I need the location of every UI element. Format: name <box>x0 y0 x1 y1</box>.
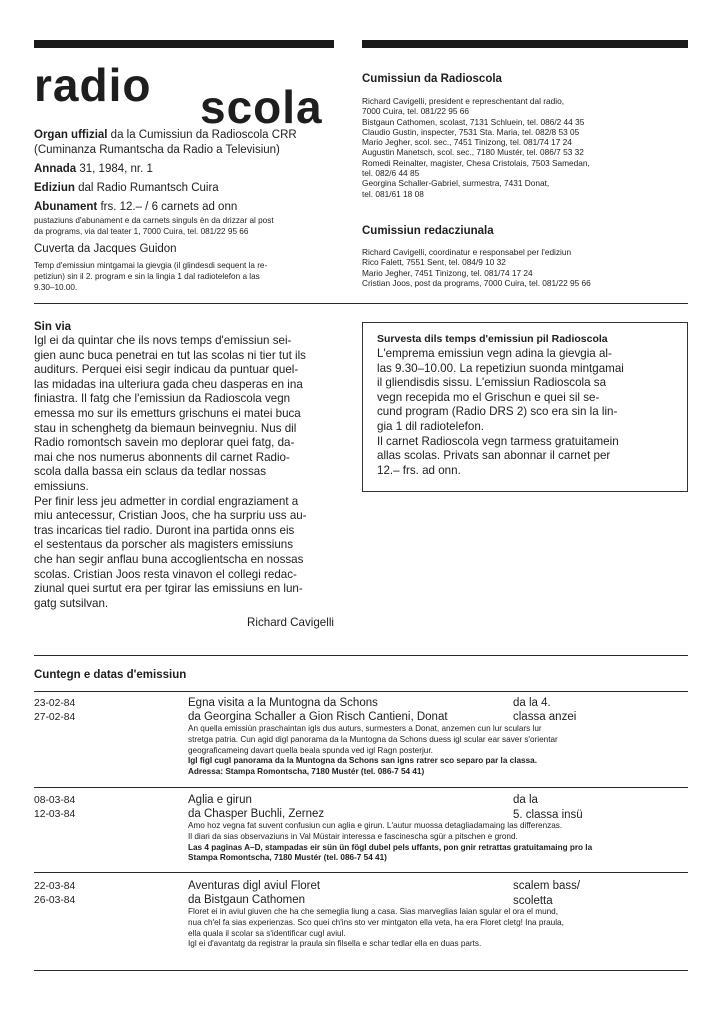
entry-date-first: 22-03-84 <box>34 881 76 892</box>
sin-via-line: scolas. Cristian Joos resta vinavon el collegi redac- <box>34 567 297 581</box>
survesta-line: gia 1 dil radiotelefon. <box>377 419 484 433</box>
cumissiun-line: Mario Jegher, scol. sec., 7451 Tinizong, tel. 081/74 17 24 <box>362 137 572 148</box>
cumissiun-list <box>362 96 692 199</box>
sin-via-line: mai che nos numerus abonnents dil carnet Radio- <box>34 450 290 464</box>
top-bar-right <box>362 40 688 48</box>
entry-desc-line: An quella emissiùn praschaintan igls dus auturs, surmesters a Donat, anzemen cun lur sculars lur <box>188 724 542 733</box>
redacziunala-line: Richard Cavigelli, coordinatur e responsabel per l'ediziun <box>362 247 572 257</box>
entry-level-2: 5. classa insü <box>513 809 583 821</box>
sin-via-line: ziunal quei surtut era per tgirar las emissiuns en lun- <box>34 582 303 596</box>
entry-1 <box>188 696 688 778</box>
sin-via-line: che han segir anflau buna accoglientscha en nossas <box>34 552 304 566</box>
entry-2 <box>188 793 688 864</box>
abunament-line: Abunament frs. 12.– / 6 carnets ad onn <box>34 201 238 213</box>
divider-top <box>34 303 688 304</box>
cumissiun-section <box>362 73 692 199</box>
sin-via-line: finiastra. Il fatg che l'emissiun da Radioscola vegn <box>34 392 291 406</box>
cumissiun-line: Augustin Manetsch, scol. sec., 7180 Mustér, tel. 086/7 53 32 <box>362 147 584 158</box>
sin-via-line: auditurs. Perquei eisi segir indicau da puntuar quel- <box>34 363 299 377</box>
temp-note-3: 9.30–10.00. <box>34 283 78 292</box>
entry-author: da Bistgaun Cathomen <box>188 894 305 906</box>
cumissiun-line: Richard Cavigelli, president e represchentant dal radio, <box>362 96 565 106</box>
sin-via-signature: Richard Cavigelli <box>247 616 334 630</box>
redacziunala-section <box>362 225 692 288</box>
survesta-line: il gliendisdis sissu. L'emissiun Radioscola sa <box>377 376 607 390</box>
sin-via-line: tras incaricas tiel radio. Duront ina partida onns eis <box>34 523 295 537</box>
cumissiun-title: Cumissiun da Radioscola <box>362 73 502 85</box>
temp-note-1: Temp d'emissiun mintgamai la gievgia (il glindesdi sequent la re- <box>34 261 268 270</box>
entry-date-repeat: 26-03-84 <box>34 895 76 906</box>
temp-note-2: petiziun) sin il 2. program e sin la lingia 1 dal radiotelefon a las <box>34 272 260 281</box>
cumissiun-line: Claudio Gustin, inspecter, 7531 Sta. Maria, tel. 082/8 53 05 <box>362 126 580 137</box>
abunament-note-1: pustaziuns d'abunament e da carnets singuls èn da drizzar al post <box>34 216 274 225</box>
sin-via-article <box>34 320 334 631</box>
cumissiun-line: Georgina Schaller-Gabriel, surmestra, 7431 Donat, <box>362 178 550 189</box>
entry-desc-line: geograficameing davart quella beala spunda ved igl Ragn posterjur. <box>188 745 433 755</box>
survesta-line: cund program (Radio DRS 2) sco era sin la lin- <box>377 405 618 419</box>
cumissiun-line: tel. 082/6 44 85 <box>362 168 420 179</box>
masthead-info <box>34 128 334 293</box>
organ-line-2: (Cuminanza Rumantscha da Radio a Televisiun) <box>34 144 280 156</box>
top-bar-left <box>34 40 334 48</box>
sin-via-line: Radio romontsch savein mo deplorar quei fatg, da- <box>34 436 295 450</box>
entry-description <box>188 907 688 950</box>
entry-desc-line: Igl ei d'avantatg da registrar la praula sin filsella e schar tedlar ella en duas parts. <box>188 939 482 949</box>
entry-level-1: da la 4. <box>513 697 551 709</box>
cumissiun-line: tel. 081/61 18 08 <box>362 188 424 199</box>
entry-level-2: scoletta <box>513 895 553 907</box>
cumissiun-line: 7000 Cuira, tel. 081/22 95 66 <box>362 106 470 117</box>
survesta-body <box>377 347 673 478</box>
sin-via-line: emessa mo sur ils emetturs grischuns ei matei buca <box>34 406 301 420</box>
cumissiun-line: Romedi Reinalter, magister, Chesa Cristolais, 7503 Samedan, <box>362 157 590 168</box>
cumissiun-line: Bistgaun Cathomen, scolast, 7131 Schluein, tel. 086/2 44 35 <box>362 116 585 127</box>
entry-level-1: da la <box>513 794 538 806</box>
entry-desc-line: Floret ei in aviul giuven che ha che semeglia liung a casa. Sias marveglias laian sgular el ora el mund, <box>188 907 559 916</box>
sin-via-line: stau in schenghetg da biemaun beinvegniu. Nus dil <box>34 421 297 435</box>
survesta-title: Survesta dils temps d'emissiun pil Radioscola <box>377 333 608 345</box>
cuverta-line: Cuverta da Jacques Guidon <box>34 243 177 255</box>
annada-line: Annada 31, 1984, nr. 1 <box>34 163 153 175</box>
cuntegn-title: Cuntegn e datas d'emissiun <box>34 669 187 681</box>
divider-bottom <box>34 970 688 971</box>
survesta-line: 12.– frs. ad onn. <box>377 463 461 477</box>
entry-desc-line: stretga patria. Cun agid digl panorama da la Muntogna da Schons duess igl scular ear saver s'orientar <box>188 734 558 744</box>
entry-divider <box>34 872 688 873</box>
entry-title: Egna visita a la Muntogna da Schons <box>188 697 378 709</box>
entry-desc-line: Amo hoz vegna fat suvent confusiun cun aglia e girun. L'autur muossa detagliadamaing las differenzas. <box>188 821 563 830</box>
sin-via-line: gien aunc buca penetrai en tut las scolas ni tier tut ils <box>34 348 306 362</box>
survesta-line: allas scolas. Privats san abonnar il carnet per <box>377 449 611 463</box>
entry-desc-line: ella quala il scolar sa s'identificar cugl aviul. <box>188 928 346 938</box>
sin-via-line: scola dalla bassa ein sclaus da tedlar nossas <box>34 465 267 479</box>
entry-title: Aglia e girun <box>188 794 252 806</box>
entry-desc-bold-line: Stampa Romontscha, 7180 Mustér (tel. 086-7 54 41) <box>188 853 387 863</box>
entry-desc-bold-line: Las 4 paginas A–D, stampadas eir sün ün fögl dubel pels uffants, pon gnir retrattas gratuitamaing pro la <box>188 842 593 852</box>
entry-level-1: scalem bass/ <box>513 880 581 892</box>
entry-date-first: 23-02-84 <box>34 698 76 709</box>
sin-via-line: las midadas ina ulteriura gada cheu dasperas en ina <box>34 377 303 391</box>
redacziunala-line: Mario Jegher, 7451 Tinizong, tel. 081/74 17 24 <box>362 267 533 278</box>
sin-via-line: Igl ei da quintar che ils novs temps d'emissiun sei- <box>34 334 292 347</box>
entry-author: da Georgina Schaller a Gion Risch Cantieni, Donat <box>188 711 448 723</box>
entry-desc-bold-line: Adressa: Stampa Romontscha, 7180 Mustér (tel. 086-7 54 41) <box>188 767 425 777</box>
entry-description <box>188 724 688 778</box>
redacziunala-list <box>362 247 692 288</box>
survesta-line: Il carnet Radioscola vegn tarmess gratuitamein <box>377 434 619 448</box>
entry-desc-line: Il diari da sias observaziuns in Val Müstair interessa e fascinescha sgür a pitschen e grond. <box>188 831 518 841</box>
sin-via-line: gatg sutsilvan. <box>34 596 109 610</box>
survesta-line: las 9.30–10.00. La repetiziun suonda mintgamai <box>377 361 624 375</box>
entry-desc-line: nua ch'el fa sias experienzas. Sco quei ch'ins sto ver mintgaton ella veta, ha era Floret cletg! Ina praula, <box>188 917 564 927</box>
entry-level-2: classa anzei <box>513 711 577 723</box>
entry-author: da Chasper Buchli, Zernez <box>188 808 325 820</box>
survesta-box <box>362 322 688 492</box>
entry-3 <box>188 879 688 950</box>
sin-via-line: emissiuns. <box>34 479 89 493</box>
logo-word-radio: radio <box>34 59 152 111</box>
redacziunala-line: Cristian Joos, post da programs, 7000 Cuira, tel. 081/22 95 66 <box>362 277 591 288</box>
entry-title: Aventuras digl aviul Floret <box>188 880 321 892</box>
entry-divider <box>34 691 688 692</box>
sin-via-title: Sin via <box>34 321 72 333</box>
abunament-note-2: da programs, via dal teater 1, 7000 Cuira, tel. 081/22 95 66 <box>34 227 249 236</box>
entry-description <box>188 821 688 864</box>
divider-cuntegn <box>34 655 688 656</box>
entry-date-first: 08-03-84 <box>34 795 76 806</box>
sin-via-line: miu antecessur, Cristian Joos, che ha surpriu uss au- <box>34 509 307 523</box>
survesta-line: L'emprema emissiun vegn adina la gievgia al- <box>377 347 612 360</box>
entry-desc-bold-line: Igl figl cugl panorama da la Muntogna da Schons san igns ratrer sco separo par la classa. <box>188 756 537 766</box>
sin-via-line: el sestentaus da porscher als magisters emissiuns <box>34 538 294 552</box>
sin-via-body <box>34 334 334 611</box>
entry-date-repeat: 12-03-84 <box>34 809 76 820</box>
redacziunala-title: Cumissiun redacziunala <box>362 225 494 237</box>
logo-word-scola: scola <box>200 81 323 133</box>
ediziun-line: Ediziun dal Radio Rumantsch Cuira <box>34 182 219 194</box>
entry-divider <box>34 787 688 788</box>
sin-via-line: Per finir less jeu admetter in cordial engraziament a <box>34 494 299 508</box>
survesta-line: vegn recepida mo el Grischun e quei sil se- <box>377 390 600 404</box>
redacziunala-line: Rico Falett, 7551 Sent, tel. 084/9 10 32 <box>362 257 506 268</box>
entry-date-repeat: 27-02-84 <box>34 712 76 723</box>
organ-line: Organ uffizial da la Cumissiun da Radioscola CRR <box>34 129 297 141</box>
